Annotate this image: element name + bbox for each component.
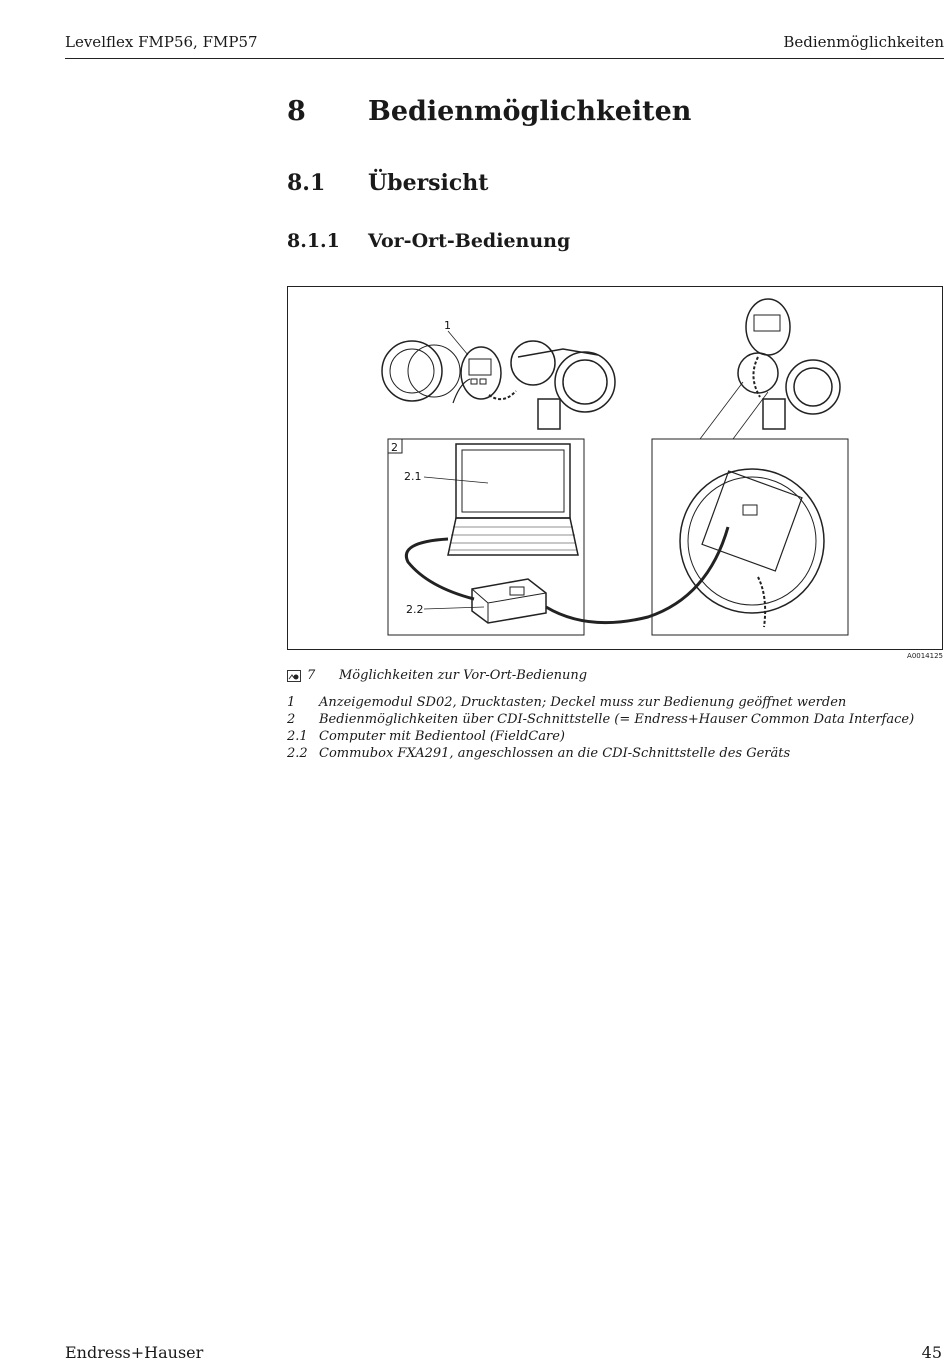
operation-figure (287, 286, 943, 650)
operation-illustration (288, 287, 944, 651)
display-module-icon (461, 347, 501, 399)
page-number: 45 (921, 1343, 942, 1362)
legend-text: Anzeigemodul SD02, Drucktasten; Deckel muss zur Bedienung geöffnet werden (319, 695, 847, 710)
footer-brand: Endress+Hauser (65, 1343, 204, 1362)
legend-key: 1 (287, 695, 296, 710)
callout-1: 1 (444, 319, 451, 332)
legend-key: 2 (287, 712, 296, 727)
header-rule (65, 58, 944, 59)
laptop-icon (456, 444, 570, 518)
callout-2-2: 2.2 (406, 603, 424, 616)
cdi-interface-detail (680, 469, 824, 613)
legend-text: Computer mit Bedientool (FieldCare) (319, 729, 565, 744)
figure-id: A0014125 (907, 652, 943, 660)
legend-text: Commubox FXA291, angeschlossen an die CDI-Schnittstelle des Geräts (319, 746, 791, 761)
legend-key: 2.2 (287, 746, 308, 761)
commubox-icon (472, 579, 546, 623)
section-number: 8.1 (287, 170, 326, 196)
legend-key: 2.1 (287, 729, 308, 744)
subsection-title: Vor-Ort-Bedienung (368, 230, 571, 252)
callout-2: 2 (391, 441, 398, 454)
figure-icon (287, 670, 301, 682)
display-module-top-icon (746, 299, 790, 355)
subsection-number: 8.1.1 (287, 230, 340, 252)
chapter-number: 8 (287, 96, 306, 127)
legend-text: Bedienmöglichkeiten über CDI-Schnittstelle (= Endress+Hauser Common Data Interface) (319, 712, 915, 727)
chapter-title: Bedienmöglichkeiten (368, 96, 692, 127)
housing-icon (511, 341, 555, 385)
header-chapter-title: Bedienmöglichkeiten (783, 33, 944, 51)
callout-2-1: 2.1 (404, 470, 422, 483)
figure-caption-text: Möglichkeiten zur Vor-Ort-Bedienung (339, 668, 588, 683)
section-title: Übersicht (368, 170, 489, 196)
header-doc-title: Levelflex FMP56, FMP57 (65, 33, 258, 51)
cover-icon (382, 341, 442, 401)
figure-number: 7 (307, 668, 316, 683)
